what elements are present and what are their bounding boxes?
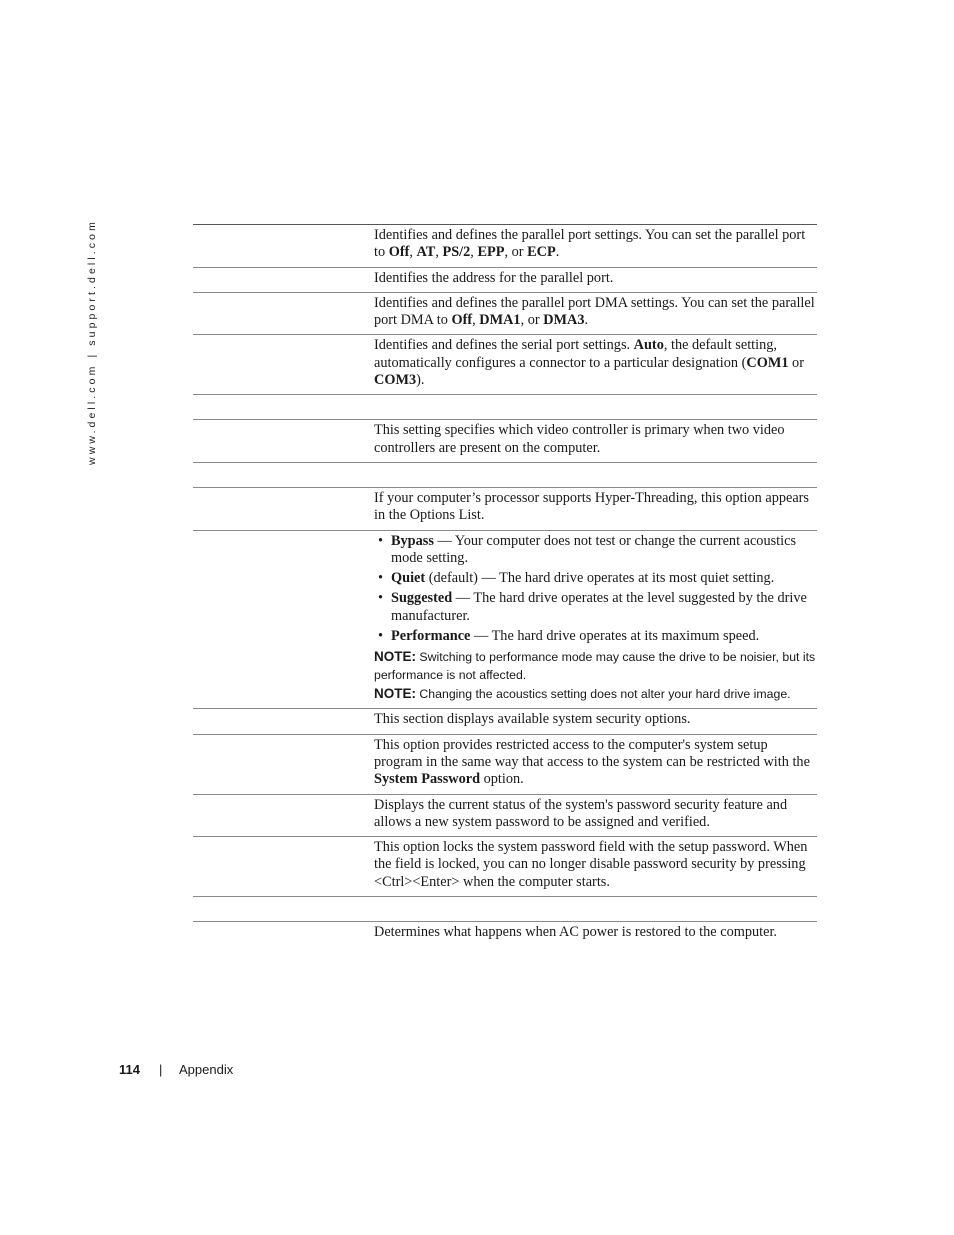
- text-run: This option locks the system password field with the setup password. When the field is locked, you can no longer disable password security by pressing <Ctrl><Enter> when the computer starts.: [374, 839, 808, 890]
- option-name-cell: [193, 709, 374, 733]
- list-item: [374, 570, 817, 587]
- table-row: [193, 463, 817, 488]
- text-run: This option provides restricted access to the computer's system setup program in the same way that access to the system can be restricted with the: [374, 736, 810, 770]
- setting-value: Auto: [633, 337, 664, 354]
- option-description-cell: [374, 420, 817, 462]
- mode-name: Performance: [391, 628, 471, 645]
- option-description-cell: [374, 488, 817, 530]
- setting-value: DMA1: [479, 312, 521, 329]
- text-run: Identifies and defines the parallel port DMA settings. You can set the parallel port DMA to: [374, 294, 815, 329]
- option-description-cell: [374, 335, 817, 394]
- setting-value: EPP: [477, 244, 505, 261]
- description-text: [374, 711, 817, 728]
- note: [374, 685, 817, 703]
- text-run: If your computer’s processor supports Hyper-Threading, this option appears in the Options List.: [374, 489, 810, 524]
- note-text: Changing the acoustics setting does not alter your hard drive image.: [416, 687, 791, 702]
- option-name-cell: [193, 335, 374, 394]
- option-description-cell: [374, 395, 817, 419]
- option-description-cell: [374, 268, 817, 292]
- text-run: Displays the current status of the system's password security feature and allows a new system password to be assigned and verified.: [374, 796, 788, 830]
- mode-description: — Your computer does not test or change the current acoustics mode setting.: [391, 532, 797, 566]
- note-label: NOTE:: [374, 649, 416, 665]
- note-label: NOTE:: [374, 686, 416, 702]
- setting-value: COM1: [746, 354, 789, 371]
- page-number: 114: [119, 1062, 140, 1077]
- text-run: ,: [409, 244, 417, 261]
- description-text: [374, 270, 817, 287]
- text-run: ,: [435, 244, 443, 261]
- text-run: .: [555, 244, 560, 261]
- description-text: [374, 337, 817, 389]
- table-row: [193, 335, 817, 395]
- option-name-cell: [193, 420, 374, 462]
- option-description-cell: [374, 531, 817, 709]
- option-name-cell: [193, 837, 374, 896]
- mode-name: Quiet: [391, 570, 426, 587]
- option-name-cell: [193, 463, 374, 487]
- table-row: [193, 420, 817, 463]
- description-text: [374, 295, 817, 330]
- page-footer: [119, 1062, 234, 1077]
- side-url-text: www.dell.com | support.dell.com: [86, 219, 98, 465]
- setting-value: Off: [451, 312, 473, 329]
- text-run: ,: [472, 312, 480, 329]
- table-row: [193, 293, 817, 336]
- description-text: [374, 839, 817, 891]
- text-run: , or: [504, 244, 528, 261]
- option-name-cell: [193, 293, 374, 335]
- mode-description: (default) — The hard drive operates at its most quiet setting.: [425, 570, 775, 587]
- description-text: [374, 797, 817, 832]
- option-description-cell: [374, 709, 817, 733]
- option-description-cell: [374, 795, 817, 837]
- text-run: ,: [470, 244, 478, 261]
- text-run: , or: [520, 312, 544, 329]
- list-item: [374, 533, 817, 568]
- option-description-cell: [374, 922, 817, 946]
- setting-value: DMA3: [543, 312, 585, 329]
- text-run: or: [788, 354, 804, 371]
- option-description-cell: [374, 735, 817, 794]
- setting-value: ECP: [527, 244, 556, 261]
- table-row: [193, 488, 817, 531]
- mode-name: Suggested: [391, 590, 453, 607]
- footer-separator: |: [159, 1062, 163, 1077]
- text-run: Identifies and defines the serial port settings.: [374, 337, 634, 354]
- table-row: [193, 225, 817, 268]
- setting-value: PS/2: [442, 244, 471, 261]
- mode-description: — The hard drive operates at the level suggested by the drive manufacturer.: [391, 590, 807, 624]
- note: [374, 648, 817, 684]
- option-name-cell: [193, 268, 374, 292]
- option-name-cell: [193, 531, 374, 709]
- option-name-cell: [193, 897, 374, 921]
- table-row: [193, 709, 817, 734]
- table-row: [193, 531, 817, 710]
- description-text: [374, 490, 817, 525]
- option-name-cell: [193, 735, 374, 794]
- option-description-cell: [374, 463, 817, 487]
- setup-options-table: [193, 224, 817, 946]
- description-text: [374, 924, 817, 941]
- description-text: [374, 737, 817, 789]
- table-row: [193, 268, 817, 293]
- option-description-cell: [374, 293, 817, 335]
- text-run: This section displays available system security options.: [374, 711, 691, 728]
- option-description-cell: [374, 837, 817, 896]
- table-row: [193, 735, 817, 795]
- option-name-cell: [193, 795, 374, 837]
- option-name-cell: [193, 922, 374, 946]
- text-run: .: [584, 312, 589, 329]
- setting-value: AT: [416, 244, 436, 261]
- setting-value: COM3: [374, 372, 417, 389]
- option-name-cell: [193, 225, 374, 267]
- footer-section-name: Appendix: [179, 1062, 234, 1077]
- text-run: Determines what happens when AC power is restored to the computer.: [374, 924, 777, 941]
- text-run: , the default setting, automatically configures a connector to a particular designation (: [374, 337, 777, 371]
- table-row: [193, 837, 817, 897]
- table-row: [193, 897, 817, 922]
- table-row: [193, 795, 817, 838]
- mode-description: — The hard drive operates at its maximum speed.: [470, 628, 760, 645]
- text-run: Identifies and defines the parallel port settings. You can set the parallel port to: [374, 227, 806, 261]
- table-row: [193, 922, 817, 946]
- option-name-cell: [193, 488, 374, 530]
- description-text: [374, 227, 817, 262]
- list-item: [374, 628, 817, 645]
- text-run: This setting specifies which video controller is primary when two video controllers are present on the computer.: [374, 422, 785, 456]
- setting-value: System Password: [374, 771, 481, 788]
- note-text: Switching to performance mode may cause the drive to be noisier, but its performance is not affected.: [374, 650, 816, 683]
- setting-value: Off: [388, 244, 410, 261]
- text-run: Identifies the address for the parallel port.: [374, 269, 614, 286]
- mode-name: Bypass: [391, 532, 434, 549]
- description-text: [374, 422, 817, 457]
- option-name-cell: [193, 395, 374, 419]
- text-run: ).: [416, 372, 425, 389]
- option-description-cell: [374, 897, 817, 921]
- option-description-cell: [374, 225, 817, 267]
- table-row: [193, 395, 817, 420]
- text-run: option.: [480, 771, 524, 788]
- list-item: [374, 590, 817, 625]
- acoustics-mode-list: [374, 533, 817, 646]
- side-url-vertical: [84, 219, 100, 465]
